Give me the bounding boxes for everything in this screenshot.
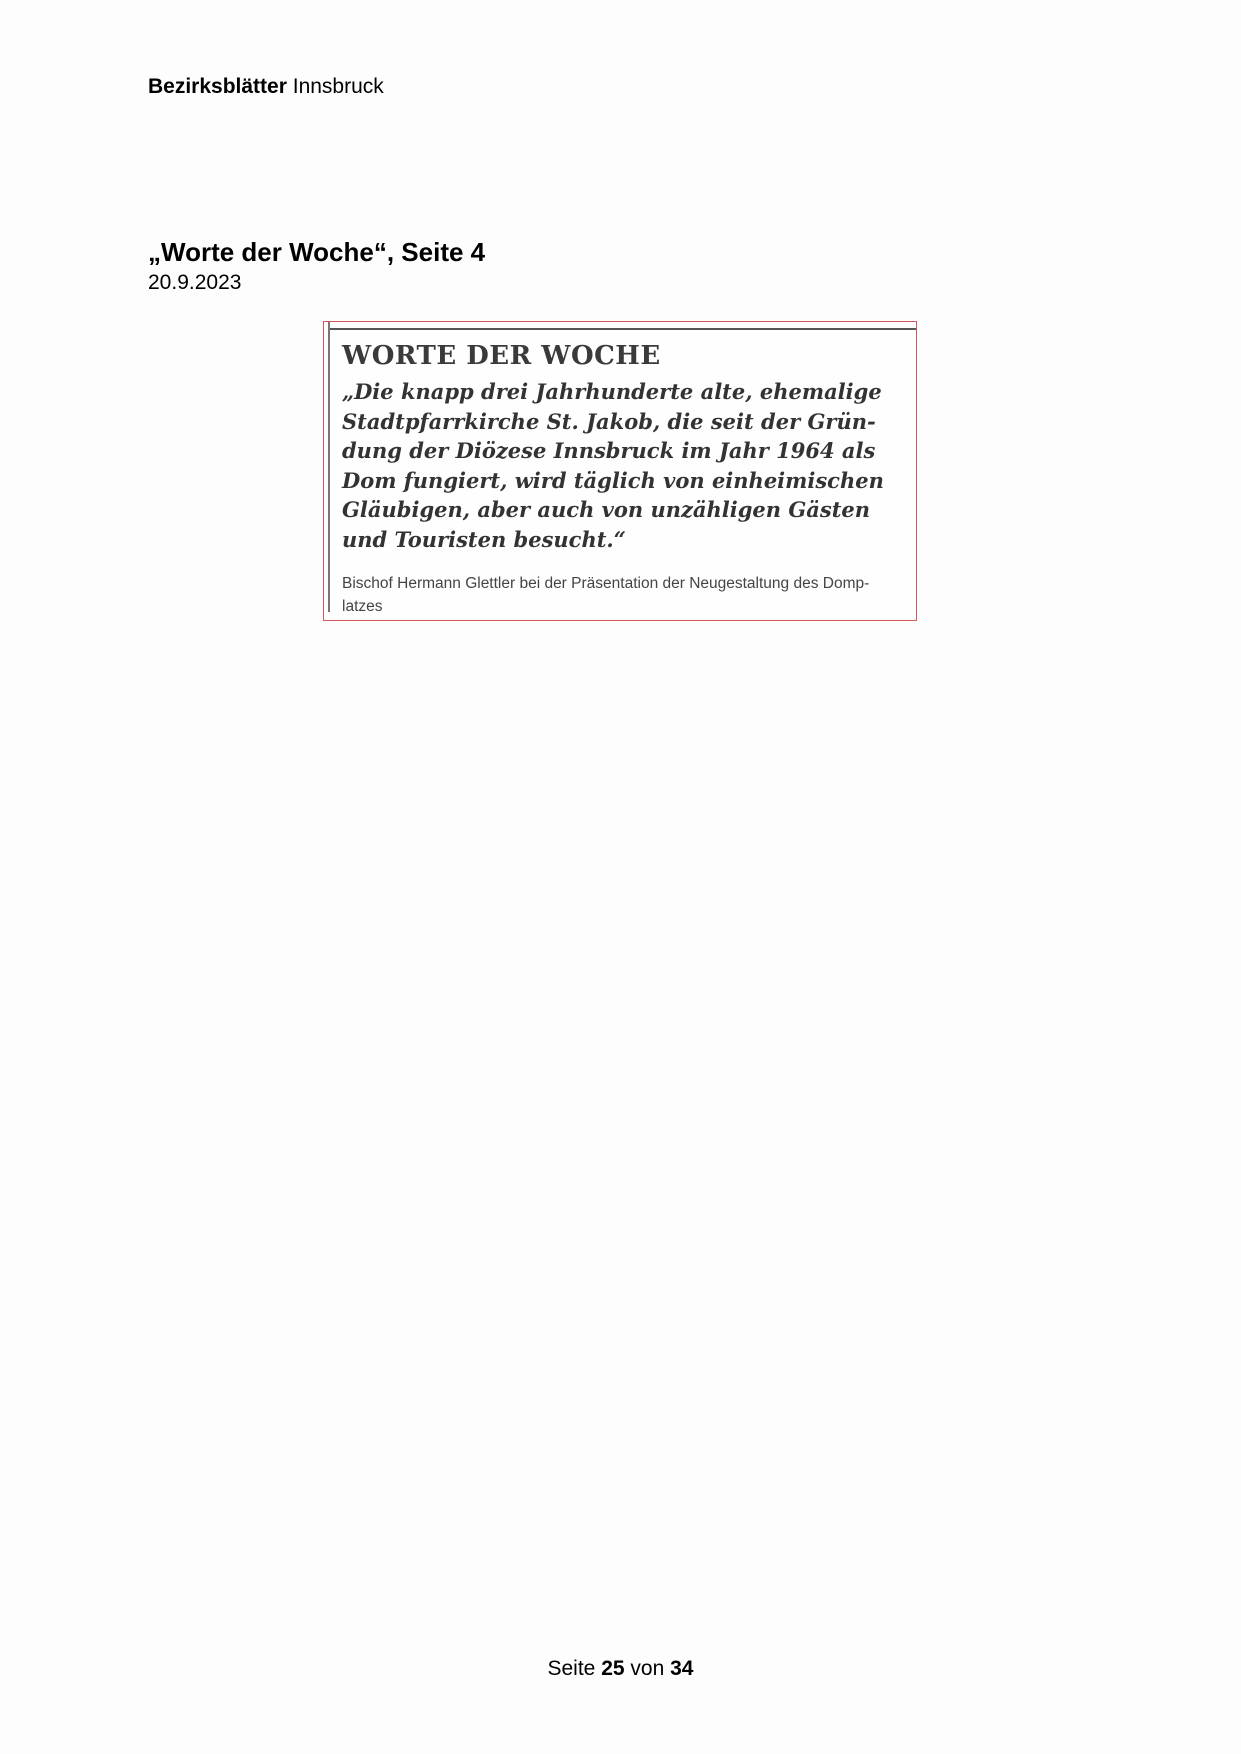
source-line: Bischof Hermann Glettler bei der Präsentation der Neugestaltung des Domp- bbox=[342, 575, 870, 592]
footer-separator: von bbox=[630, 1657, 665, 1680]
quote-line: „Die knapp drei Jahrhunderte alte, ehemalige bbox=[342, 379, 882, 404]
clipping-heading: WORTE DER WOCHE bbox=[342, 341, 661, 371]
page-footer bbox=[0, 1656, 1241, 1682]
quote-line: und Touristen besucht.“ bbox=[342, 526, 626, 552]
quote-line: dung der Diözese Innsbruck im Jahr 1964 als bbox=[342, 438, 876, 463]
quote-line: Gläubigen, aber auch von unzähligen Gästen bbox=[342, 497, 871, 522]
quote-line: Dom fungiert, wird täglich von einheimischen bbox=[342, 467, 884, 493]
publication-name: Bezirksblätter bbox=[148, 75, 287, 98]
clipping-left-rule bbox=[328, 322, 330, 612]
footer-prefix: Seite bbox=[547, 1657, 596, 1680]
clipping-quote bbox=[342, 377, 908, 554]
current-page-number: 25 bbox=[601, 1657, 625, 1680]
newspaper-clipping bbox=[323, 321, 917, 621]
clipping-top-rule bbox=[330, 328, 916, 330]
clipping-source bbox=[342, 572, 908, 618]
article-title: „Worte der Woche“, Seite 4 bbox=[148, 237, 486, 267]
article-date: 20.9.2023 bbox=[148, 271, 242, 294]
publication-region: Innsbruck bbox=[292, 75, 384, 98]
quote-line: Stadtpfarrkirche St. Jakob, die seit der Grün- bbox=[342, 408, 876, 434]
page-header bbox=[148, 74, 384, 100]
source-line: latzes bbox=[342, 598, 383, 615]
total-pages-number: 34 bbox=[670, 1657, 694, 1680]
